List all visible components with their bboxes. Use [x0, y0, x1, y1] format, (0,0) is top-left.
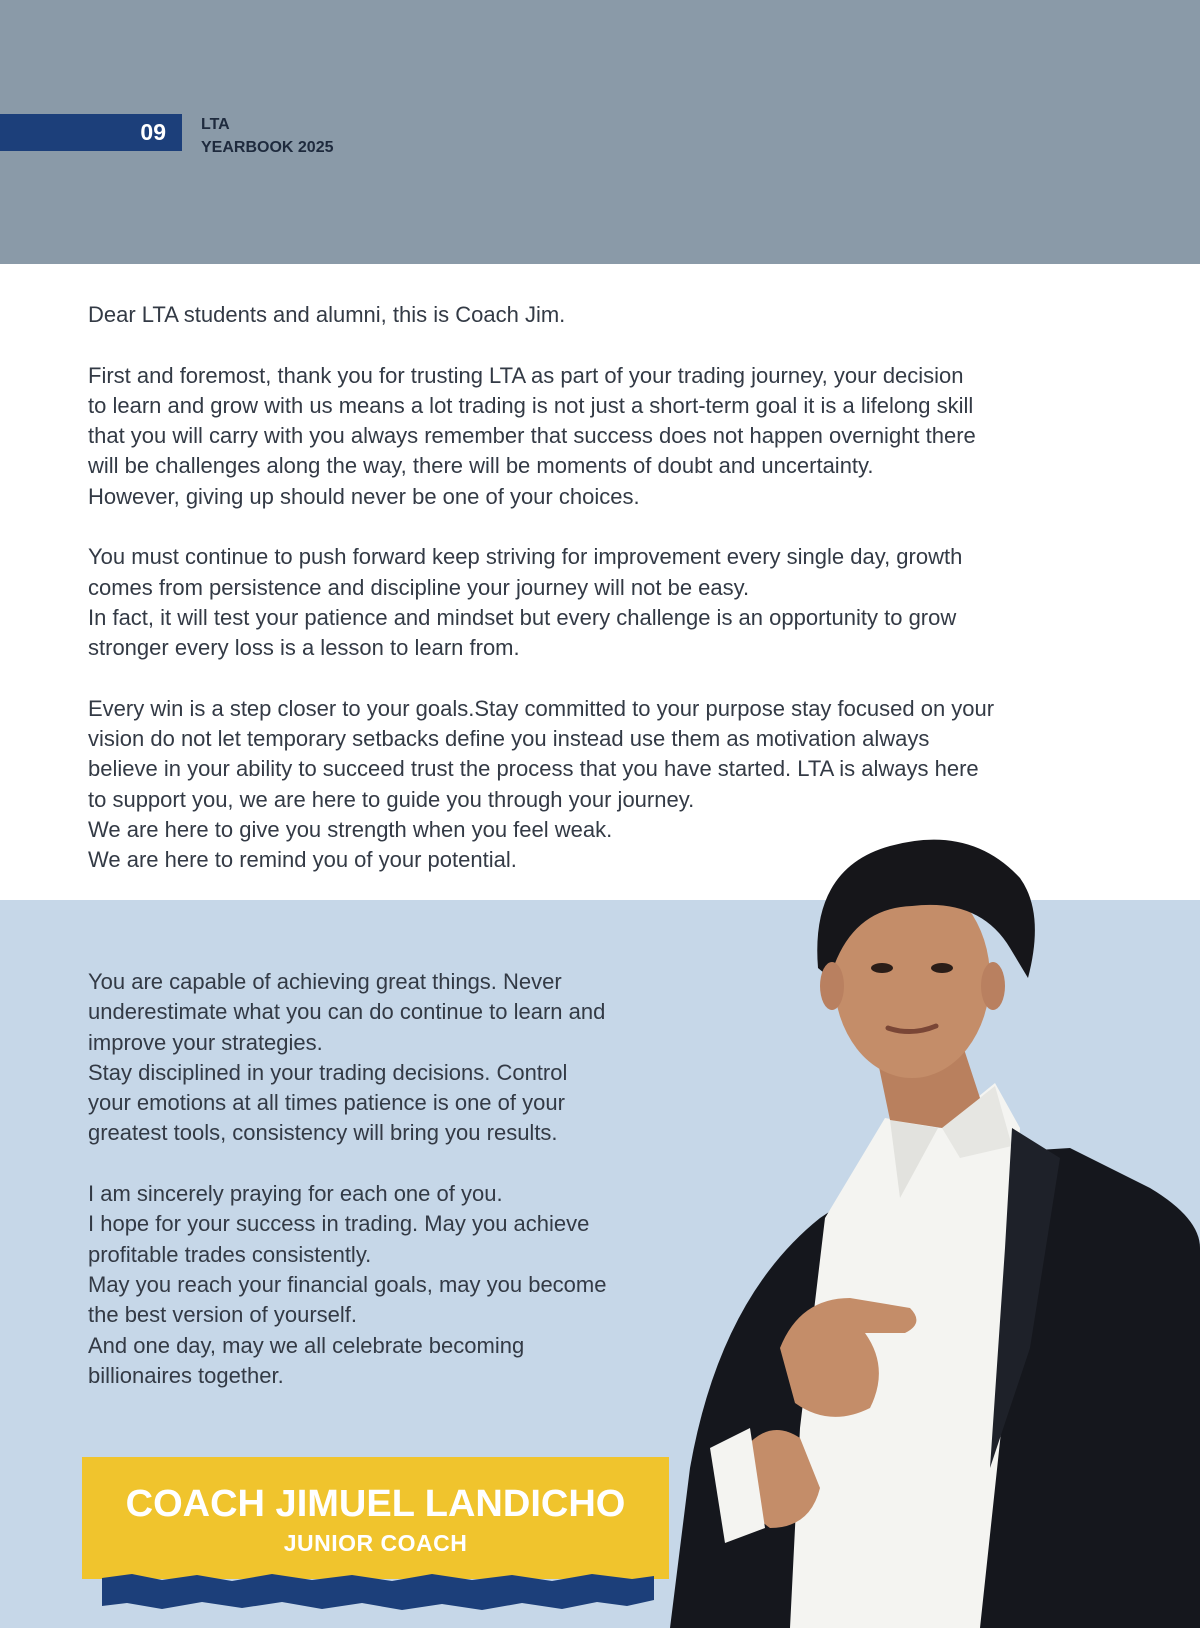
- text-line: underestimate what you can do continue to learn and: [88, 999, 606, 1025]
- text-line: However, giving up should never be one of your choices.: [88, 483, 640, 509]
- coach-name: COACH JIMUEL LANDICHO: [125, 1483, 626, 1525]
- text-line: your emotions at all times patience is one of your: [88, 1090, 565, 1116]
- text-line: comes from persistence and discipline your journey will not be easy.: [88, 574, 750, 600]
- text-line: You must continue to push forward keep striving for improvement every single day, growth: [88, 544, 963, 570]
- text-line: improve your strategies.: [88, 1029, 323, 1055]
- text-line: Stay disciplined in your trading decisions. Control: [88, 1059, 568, 1085]
- text-line: May you reach your financial goals, may you become: [88, 1271, 607, 1297]
- letter-paragraph-blessing: [88, 1179, 708, 1391]
- text-line: that you will carry with you always remember that success does not happen overnight there: [88, 423, 976, 449]
- coach-portrait-photo: [650, 828, 1200, 1628]
- text-line: believe in your ability to succeed trust the process that you have started. LTA is always here: [88, 756, 979, 782]
- text-line: stronger every loss is a lesson to learn from.: [88, 635, 520, 661]
- text-line: You are capable of achieving great things. Never: [88, 969, 562, 994]
- text-line: to learn and grow with us means a lot trading is not just a short-term goal it is a lifelong skill: [88, 392, 974, 418]
- text-line: Every win is a step closer to your goals.Stay committed to your purpose stay focused on your: [88, 695, 995, 721]
- text-line: vision do not let temporary setbacks define you instead use them as motivation always: [88, 726, 930, 752]
- brush-stroke-decoration: [102, 1572, 654, 1612]
- eye-shape: [871, 963, 893, 973]
- letter-upper-section: [88, 300, 1118, 876]
- brand-line-2: YEARBOOK 2025: [201, 139, 334, 156]
- text-line: In fact, it will test your patience and mindset but every challenge is an opportunity to grow: [88, 604, 957, 630]
- text-line: First and foremost, thank you for trusting LTA as part of your trading journey, your decision: [88, 362, 964, 388]
- text-line: profitable trades consistently.: [88, 1241, 372, 1267]
- text-line: We are here to remind you of your potential.: [88, 847, 517, 873]
- letter-paragraph-persistence: [88, 542, 1118, 663]
- header-band: [0, 0, 1200, 264]
- letter-paragraph-capability: [88, 967, 708, 1149]
- letter-paragraph-greeting: [88, 300, 1118, 330]
- text-line: will be challenges along the way, there will be moments of doubt and uncertainty.: [88, 453, 874, 479]
- page-number-tab: [0, 114, 182, 151]
- text-line: to support you, we are here to guide you through your journey.: [88, 786, 695, 812]
- text-line: And one day, may we all celebrate becoming: [88, 1332, 525, 1358]
- letter-lower-section: [88, 967, 708, 1391]
- ear-shape: [981, 962, 1005, 1010]
- letter-paragraph-gratitude: [88, 361, 1118, 512]
- text-line: Dear LTA students and alumni, this is Coach Jim.: [88, 302, 566, 327]
- yearbook-brand: [201, 113, 334, 159]
- text-line: greatest tools, consistency will bring you results.: [88, 1120, 558, 1146]
- text-line: We are here to give you strength when you feel weak.: [88, 817, 613, 843]
- text-line: billionaires together.: [88, 1362, 284, 1388]
- eye-shape: [931, 963, 953, 973]
- text-line: I am sincerely praying for each one of you.: [88, 1181, 503, 1207]
- coach-name-plate: [82, 1457, 669, 1579]
- coach-role: JUNIOR COACH: [283, 1530, 468, 1556]
- brand-line-1: LTA: [201, 116, 230, 133]
- text-line: I hope for your success in trading. May you achieve: [88, 1211, 590, 1237]
- page-number: 09: [140, 119, 166, 145]
- ear-shape: [820, 962, 844, 1010]
- text-line: the best version of yourself.: [88, 1302, 358, 1328]
